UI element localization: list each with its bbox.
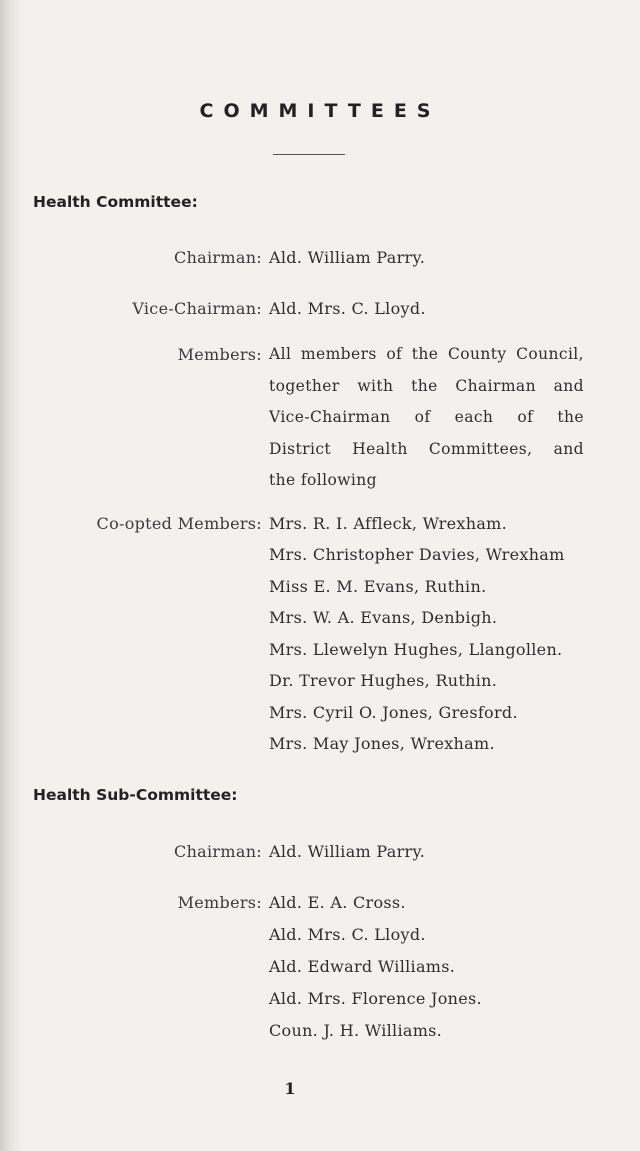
hc-members-line: District Health Committees, and <box>269 439 584 458</box>
hsc-chairman-label: Chairman: <box>174 842 262 861</box>
hsc-member: Ald. E. A. Cross. <box>269 893 406 912</box>
hc-vice-chairman-value: Ald. Mrs. C. Lloyd. <box>269 299 426 318</box>
coopted-member: Dr. Trevor Hughes, Ruthin. <box>269 671 498 690</box>
coopted-member: Mrs. Cyril O. Jones, Gresford. <box>269 703 518 722</box>
hc-members-label: Members: <box>177 345 262 364</box>
hc-members-line: All members of the County Council, <box>269 345 584 363</box>
hc-vice-chairman-label: Vice-Chairman: <box>132 299 262 318</box>
coopted-member: Mrs. May Jones, Wrexham. <box>269 734 495 753</box>
coopted-member: Miss E. M. Evans, Ruthin. <box>269 577 487 596</box>
coopted-member: Mrs. Llewelyn Hughes, Llangollen. <box>269 640 563 659</box>
hc-coopted-label: Co-opted Members: <box>96 514 262 533</box>
hsc-member: Ald. Mrs. Florence Jones. <box>269 989 482 1008</box>
hc-chairman-label: Chairman: <box>174 248 262 267</box>
hc-members-line: together with the Chairman and <box>269 376 584 395</box>
health-committee-heading: Health Committee: <box>33 193 198 211</box>
coopted-member: Mrs. Christopher Davies, Wrexham <box>269 545 565 564</box>
hsc-member: Ald. Edward Williams. <box>269 957 456 976</box>
page-binding-shadow <box>0 0 22 1151</box>
hsc-chairman-value: Ald. William Parry. <box>269 842 426 861</box>
hsc-member: Coun. J. H. Williams. <box>269 1021 443 1040</box>
coopted-member: Mrs. R. I. Affleck, Wrexham. <box>269 514 508 533</box>
title-divider <box>273 154 345 155</box>
hc-members-line: the following <box>269 471 377 489</box>
hc-chairman-value: Ald. William Parry. <box>269 248 426 267</box>
hsc-member: Ald. Mrs. C. Lloyd. <box>269 925 426 944</box>
page-title: COMMITTEES <box>199 100 441 122</box>
coopted-member: Mrs. W. A. Evans, Denbigh. <box>269 608 498 627</box>
health-sub-committee-heading: Health Sub-Committee: <box>33 786 238 804</box>
page-number: 1 <box>284 1079 296 1098</box>
hc-members-paragraph <box>269 339 584 497</box>
hc-members-line: Vice-Chairman of each of the <box>269 408 584 426</box>
hsc-members-label: Members: <box>177 893 262 912</box>
